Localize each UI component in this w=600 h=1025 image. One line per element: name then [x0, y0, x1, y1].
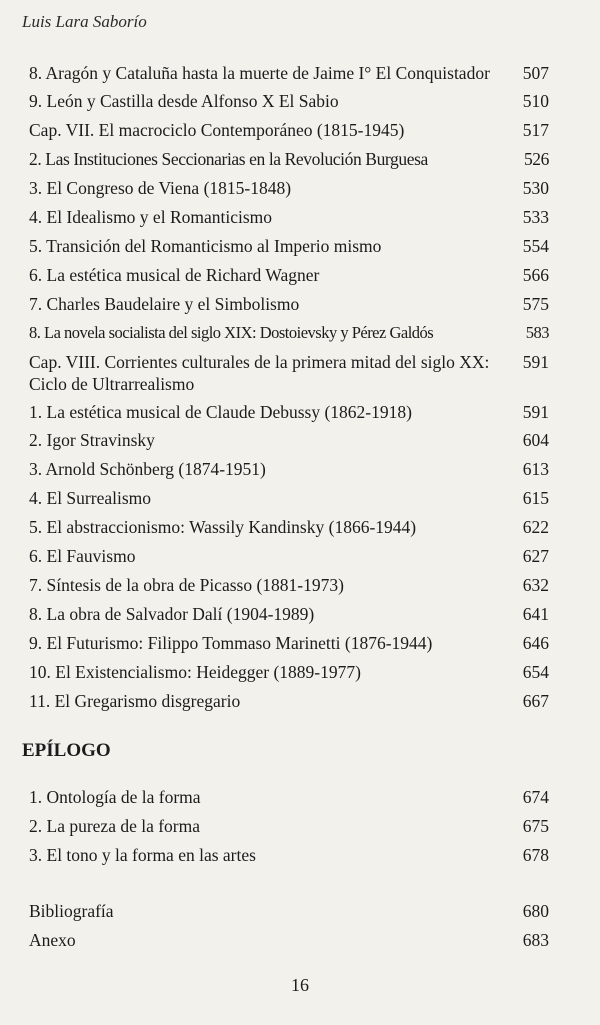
running-header: Luis Lara Saborío	[22, 12, 147, 31]
toc-entry-title: 9. León y Castilla desde Alfonso X El Sabio	[29, 91, 339, 111]
toc-entry-page: 674	[522, 787, 549, 807]
toc-entry	[29, 322, 549, 344]
toc-entry	[29, 603, 549, 625]
toc-entry	[29, 351, 549, 395]
toc-entry	[29, 574, 549, 596]
toc-entry-title: 4. El Idealismo y el Romanticismo	[29, 207, 273, 227]
toc-entry	[29, 119, 549, 141]
toc-entry-title: 7. Síntesis de la obra de Picasso (1881-1973)	[29, 575, 344, 595]
toc-entry	[29, 690, 549, 712]
toc-entry-title: 11. El Gregarismo disgregario	[29, 691, 241, 711]
toc-entry-title: Bibliografía	[29, 901, 114, 921]
toc-entry	[29, 429, 549, 451]
toc-entry-title: Cap. VII. El macrociclo Contemporáneo (1815-1945)	[29, 120, 405, 140]
toc-entry	[29, 900, 549, 922]
toc-entry	[29, 148, 549, 170]
toc-entry-title: 1. La estética musical de Claude Debussy (1862-1918)	[29, 402, 412, 422]
epilogue-list	[29, 786, 549, 866]
toc-entry-page: 510	[522, 91, 549, 111]
toc-entry-title: 2. Igor Stravinsky	[29, 430, 155, 450]
toc-entry	[29, 458, 549, 480]
toc-entry-title: 2. Las Instituciones Seccionarias en la Revolución Burguesa	[29, 149, 428, 169]
toc-entry-page: 641	[522, 604, 549, 624]
toc-entry	[29, 929, 549, 951]
toc-entry-title: 8. La novela socialista del siglo XIX: Dostoievsky y Pérez Galdós	[29, 323, 434, 342]
toc-entry	[29, 844, 549, 866]
toc-entry	[29, 487, 549, 509]
toc-entry-page: 654	[522, 662, 549, 682]
toc-entry-page: 575	[522, 294, 549, 314]
toc-entry-page: 604	[522, 430, 549, 450]
toc-entry-page: 646	[522, 633, 549, 653]
toc-entry-page: 591	[522, 402, 549, 422]
toc-entry	[29, 235, 549, 257]
toc-entry-title: 1. Ontología de la forma	[29, 787, 201, 807]
toc-entry-page: 678	[522, 845, 549, 865]
toc-entry-page: 530	[522, 178, 549, 198]
toc-entry-title: 7. Charles Baudelaire y el Simbolismo	[29, 294, 300, 314]
toc-entry-page: 675	[522, 816, 549, 836]
toc-entry-page: 533	[522, 207, 549, 227]
toc-entry	[29, 545, 549, 567]
table-of-contents	[29, 62, 549, 712]
toc-entry-title: 4. El Surrealismo	[29, 488, 151, 508]
toc-entry-page: 613	[522, 459, 549, 479]
toc-entry-title: 6. La estética musical de Richard Wagner	[29, 265, 320, 285]
toc-entry-page: 683	[522, 930, 549, 950]
toc-entry-title: 3. El tono y la forma en las artes	[29, 845, 256, 865]
back-matter-list	[29, 900, 549, 951]
toc-entry	[29, 661, 549, 683]
toc-entry-title: 10. El Existencialismo: Heidegger (1889-1977)	[29, 662, 361, 682]
toc-entry	[29, 62, 549, 84]
toc-entry-page: 517	[522, 120, 549, 140]
toc-entry-page: 622	[522, 517, 549, 537]
toc-entry	[29, 90, 549, 112]
toc-entry-page: 526	[523, 149, 549, 169]
toc-entry-page: 627	[522, 546, 549, 566]
toc-entry	[29, 815, 549, 837]
toc-entry	[29, 206, 549, 228]
toc-entry-page: 566	[522, 265, 549, 285]
page-number: 16	[291, 975, 309, 995]
toc-entry-page: 507	[522, 63, 549, 83]
toc-entry-title: 3. Arnold Schönberg (1874-1951)	[29, 459, 266, 479]
toc-entry-title: 6. El Fauvismo	[29, 546, 136, 566]
toc-entry-title: 3. El Congreso de Viena (1815-1848)	[29, 178, 292, 198]
toc-entry-title: Anexo	[29, 930, 76, 950]
toc-entry-title: 2. La pureza de la forma	[29, 816, 201, 836]
toc-entry	[29, 264, 549, 286]
toc-entry-page: 667	[522, 691, 549, 711]
toc-entry-page: 615	[522, 488, 549, 508]
toc-entry-title: 5. El abstraccionismo: Wassily Kandinsky (1866-1944)	[29, 517, 417, 537]
toc-entry-title: 8. Aragón y Cataluña hasta la muerte de Jaime I° El Conquistador	[29, 63, 490, 83]
toc-entry-page: 554	[522, 236, 549, 256]
toc-entry-title: 8. La obra de Salvador Dalí (1904-1989)	[29, 604, 315, 624]
toc-entry-page: 591	[522, 352, 549, 372]
toc-entry-page: 680	[522, 901, 549, 921]
toc-entry-title: Cap. VIII. Corrientes culturales de la primera mitad del siglo XX: Ciclo de Ultrarrealismo	[29, 352, 490, 394]
toc-entry	[29, 177, 549, 199]
toc-entry-page: 583	[525, 323, 549, 342]
toc-entry	[29, 516, 549, 538]
toc-entry	[29, 293, 549, 315]
epilogue-heading: EPÍLOGO	[22, 740, 111, 761]
toc-entry-title: 5. Transición del Romanticismo al Imperio mismo	[29, 236, 382, 256]
toc-entry-page: 632	[522, 575, 549, 595]
toc-entry	[29, 401, 549, 423]
toc-entry	[29, 786, 549, 808]
toc-entry	[29, 632, 549, 654]
toc-entry-title: 9. El Futurismo: Filippo Tommaso Marinetti (1876-1944)	[29, 633, 433, 653]
